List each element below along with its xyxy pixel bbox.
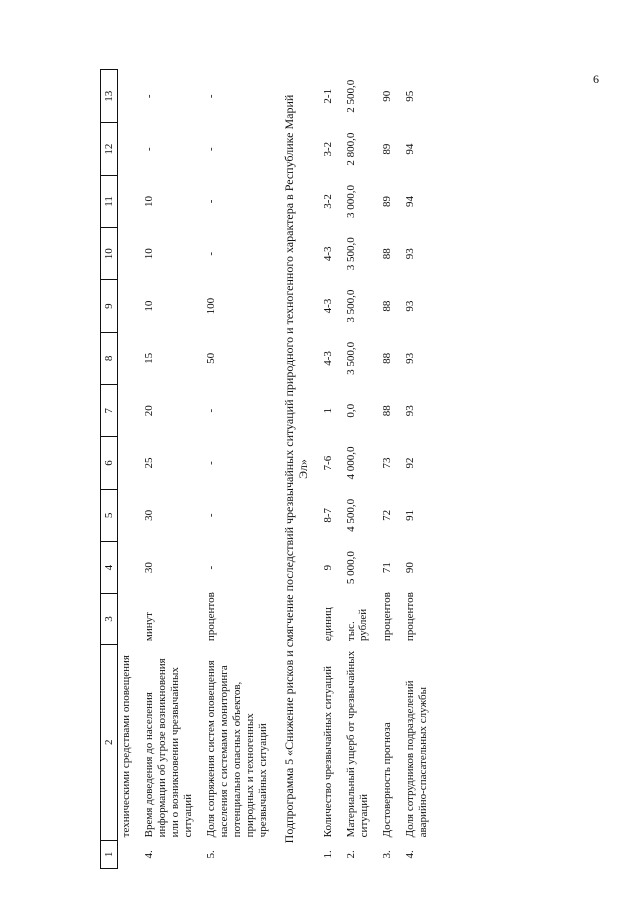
value-cell: -	[205, 408, 217, 413]
value-cell: 7-6	[322, 455, 334, 471]
table-row	[320, 70, 337, 869]
indicator-name: Время доведения до населения информации об угрозе возникновения или о возникновении чрезвычайных ситуаций	[143, 658, 194, 838]
value-cell: 90	[404, 562, 416, 574]
value-cell: 0,0	[345, 403, 357, 418]
value-cell: 3 500,0	[345, 237, 357, 271]
value-cell: 94	[404, 195, 416, 207]
value-cell: 4-3	[322, 298, 334, 314]
value-cell: 30	[143, 509, 155, 521]
value-cell	[118, 541, 136, 593]
value-cell	[118, 332, 136, 384]
value-cell: 89	[381, 195, 393, 207]
value-cell: 1	[322, 407, 334, 414]
subprogram-row	[272, 70, 320, 869]
unit: тыс. рублей	[345, 608, 369, 642]
col-header: 4	[101, 541, 118, 593]
value-cell: 88	[381, 300, 393, 312]
value-cell: 10	[143, 300, 155, 312]
table-row	[118, 70, 136, 869]
page-number: 6	[593, 72, 599, 86]
value-cell: 91	[404, 509, 416, 521]
value-cell: 88	[381, 405, 393, 417]
col-header: 12	[101, 123, 118, 175]
value-cell: 9	[322, 564, 334, 571]
value-cell: 4 000,0	[345, 446, 357, 480]
indicator-name: Количество чрезвычайных ситуаций	[322, 665, 334, 838]
value-cell: 89	[381, 143, 393, 155]
col-header: 6	[101, 437, 118, 489]
value-cell: -	[143, 147, 155, 151]
unit: процентов	[404, 592, 416, 642]
value-cell: 71	[381, 562, 393, 574]
value-cell: 30	[143, 562, 155, 574]
value-cell: 20	[143, 405, 155, 417]
col-header: 3	[101, 594, 118, 644]
unit: единиц	[322, 607, 334, 642]
value-cell: -	[205, 565, 217, 570]
value-cell	[118, 385, 136, 437]
value-cell: 95	[404, 90, 416, 102]
value-cell: -	[205, 199, 217, 204]
col-header: 5	[101, 489, 118, 541]
indicator-name: Доля сотрудников подразделений аварийно-спасательных службы	[404, 680, 429, 838]
value-cell: 93	[404, 300, 416, 312]
value-cell: -	[205, 251, 217, 256]
row-number: 1.	[322, 850, 334, 859]
value-cell	[118, 437, 136, 489]
table-row	[343, 70, 373, 869]
row-number: 4.	[143, 850, 155, 859]
value-cell: -	[143, 94, 155, 99]
value-cell	[118, 228, 136, 280]
value-cell: 25	[143, 457, 155, 469]
value-cell: 4-3	[322, 246, 334, 262]
value-cell: 4 500,0	[345, 498, 357, 532]
subprogram-title: Подпрограмма 5 «Снижение рисков и смягчение последствий чрезвычайных ситуаций природного и техногенного характера в Республике Марий Эл»	[282, 94, 310, 844]
row-number: 4.	[404, 850, 416, 859]
value-cell: 73	[381, 457, 393, 469]
indicator-name: Доля сопряжения систем оповещения населения с системами мониторинга потенциально опасных объектов, природных и техногенных чрезвычайных ситуаций	[205, 660, 269, 838]
value-cell: 3 500,0	[345, 341, 357, 375]
value-cell: 93	[404, 352, 416, 364]
table-row	[379, 70, 396, 869]
value-cell	[118, 280, 136, 332]
col-header: 11	[101, 175, 118, 227]
indicator-name: Достоверность прогноза	[381, 722, 393, 838]
value-cell: 15	[143, 352, 155, 364]
col-header: 7	[101, 385, 118, 437]
value-cell: 5 000,0	[345, 551, 357, 585]
value-cell: -	[205, 147, 217, 151]
col-header: 8	[101, 332, 118, 384]
header-row	[101, 70, 118, 869]
unit: процентов	[205, 592, 217, 642]
value-cell: 10	[143, 248, 155, 260]
value-cell: 4-3	[322, 351, 334, 366]
col-header: 10	[101, 228, 118, 280]
value-cell: -	[205, 461, 217, 465]
value-cell	[118, 489, 136, 541]
value-cell: 3 000,0	[345, 184, 357, 218]
row-number: 5.	[205, 850, 217, 859]
rotated-sheet	[100, 69, 640, 869]
indicator-name: Материальный ущерб от чрезвычайных ситуаций	[345, 650, 370, 838]
indicator-name: техническими средствами оповещения	[120, 655, 132, 838]
table-row	[141, 70, 197, 869]
value-cell: -	[205, 513, 217, 518]
table-row	[402, 70, 432, 869]
value-cell: 2-1	[322, 88, 334, 104]
value-cell: 10	[143, 195, 155, 207]
col-header: 9	[101, 280, 118, 332]
table-row	[203, 70, 272, 869]
row-number: 2.	[345, 850, 357, 859]
value-cell	[118, 70, 136, 123]
unit	[118, 594, 136, 644]
value-cell: 93	[404, 248, 416, 260]
value-cell: 8-7	[322, 508, 334, 523]
value-cell: 94	[404, 143, 416, 155]
unit: процентов	[381, 592, 393, 642]
col-header: 13	[101, 70, 118, 123]
value-cell: 92	[404, 457, 416, 469]
value-cell: 3-2	[322, 194, 334, 209]
row-number	[118, 840, 136, 868]
indicators-table	[100, 69, 432, 869]
value-cell: 100	[205, 297, 217, 315]
value-cell: 90	[381, 90, 393, 102]
col-header: 1	[101, 840, 118, 868]
value-cell: 72	[381, 509, 393, 521]
value-cell	[118, 175, 136, 227]
col-header: 2	[101, 644, 118, 840]
value-cell: -	[205, 94, 217, 99]
value-cell	[118, 123, 136, 175]
value-cell: 3-2	[322, 141, 334, 157]
row-number: 3.	[381, 850, 393, 859]
value-cell: 3 500,0	[345, 289, 357, 323]
value-cell: 2 800,0	[345, 132, 357, 166]
value-cell: 88	[381, 352, 393, 364]
value-cell: 93	[404, 405, 416, 417]
value-cell: 2 500,0	[345, 79, 357, 113]
value-cell: 50	[205, 352, 217, 364]
value-cell: 88	[381, 248, 393, 260]
unit: минут	[143, 612, 155, 642]
